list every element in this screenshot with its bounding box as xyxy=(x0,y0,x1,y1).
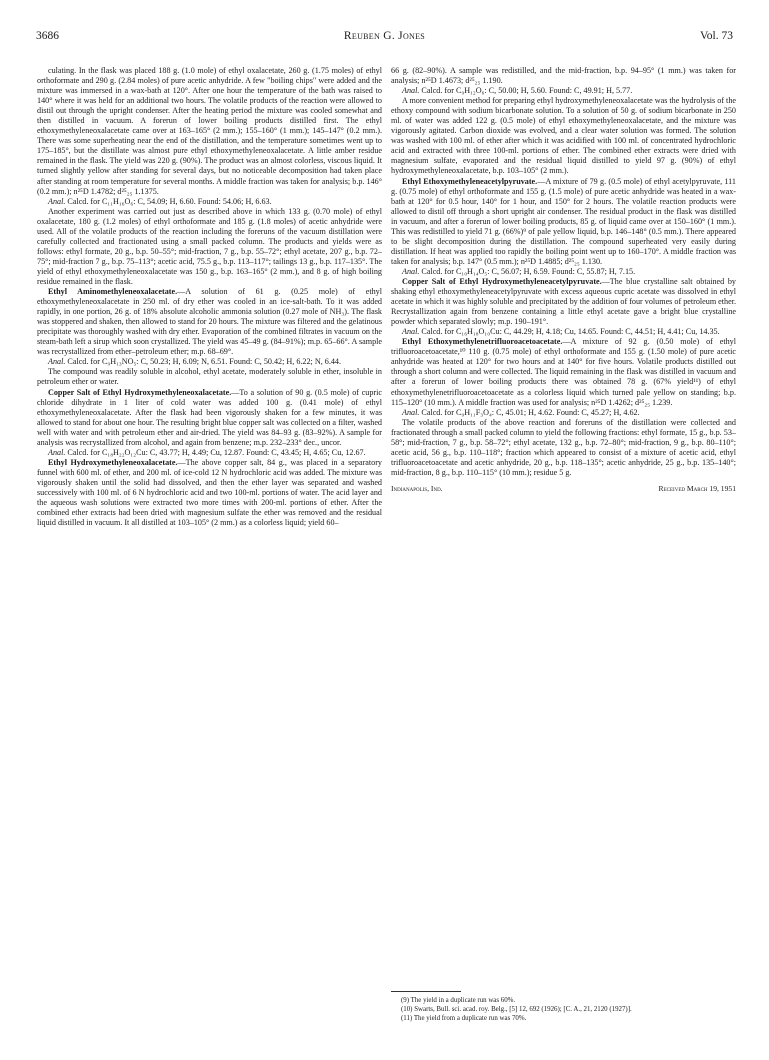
analysis-line: Anal. Calcd. for C₉H₁₁F₃O₄: C, 45.01; H, 4.62. Found: C, 45.27; H, 4.62. xyxy=(402,407,640,417)
left-column xyxy=(37,66,382,1046)
right-column xyxy=(391,66,736,1046)
place: Indianapolis, Ind. xyxy=(391,483,443,493)
section-heading: Ethyl Ethoxymethyleneacetylpyruvate. xyxy=(402,176,538,186)
paragraph: The volatile products of the above reaction and foreruns of the distillation were collected and fractionated through a small packed column to yield the following fractions: ethyl formate, 15 g., b.p. 53–58°; mid-fraction, 7 g., b.p. 58–72°; ethyl acetate, 132 g., b.p. 72–80°; mid-fraction, 9 g., b.p. 80–110°; acetic acid, 56 g., b.p. 110–118°; fraction which appeared to consist of a mixture of acetic acid, ethyl trifluoroacetoacetate and acetic anhydride, 20 g., b.p. 118–135°; acetic anhydride, 25 g., b.p. 135–140°; mid-fraction, 8 g., b.p. 110–115° (10 mm.); residue 5 g. xyxy=(391,417,736,477)
analysis-label: Anal. xyxy=(48,447,66,457)
section-heading: Copper Salt of Ethyl Hydroxymethyleneoxalacetate. xyxy=(48,387,232,397)
paragraph: The compound was readily soluble in alcohol, ethyl acetate, moderately soluble in ether, insoluble in petroleum ether or water. xyxy=(37,367,382,387)
analysis-line: Anal. Calcd. for C₁₈H₂₂O₁₂Cu: C, 43.77; H, 4.49; Cu, 12.87. Found: C, 43.45; H, 4.65; Cu, 12.67. xyxy=(48,447,366,457)
section-paragraph: Copper Salt of Ethyl Hydroxymethyleneoxalacetate.—To a solution of 90 g. (0.5 mole) of cupric chloride dihydrate in 1 liter of cold water was added 100 g. (0.41 mole) of ethyl ethoxymethyleneoxalacetate. After the flask had been vigorously shaken for a few minutes, it was allowed to stand for about one hour. The resulting bright blue copper salt was collected on a filter, washed well with water and with petroleum ether and air-dried. The yield was 84–93 g. (83–92%). A sample for analysis was recrystallized from alcohol, and again from benzene; m.p. 232–233° dec., uncor. xyxy=(37,387,382,447)
section-heading: Ethyl Hydroxymethyleneoxalacetate. xyxy=(48,457,178,467)
footnote: (11) The yield from a duplicate run was 70%. xyxy=(401,1015,527,1022)
section-paragraph: Ethyl Ethoxymethylenetrifluoroacetoacetate.—A mixture of 92 g. (0.50 mole) of ethyl trifluoroacetoacetate,¹⁰ 110 g. (0.75 mole) of ethyl orthoformate and 155 g. (1.50 mole) of pure acetic anhydride was heated at 120° for two hours and at 140° for five hours. Volatile products distilled out through a short column and were collected. The liquid remaining in the flask was distilled in vacuum and after a forerun of lower boiling products there was obtained 78 g. (67% yield¹¹) of ethyl ethoxymethylenetrifluoroacetoacetate as a colorless liquid which turned pale yellow on standing; b.p. 115–120° (10 mm.). A middle fraction was used for analysis; n²⁵D 1.4262; d²⁵₂₅ 1.239. xyxy=(391,337,736,407)
analysis-label: Anal. xyxy=(48,357,66,367)
analysis-line: Anal. Calcd. for C₉H₁₃NO₅: C, 50.23; H, 6.09; N, 6.51. Found: C, 50.42; H, 6.22; N, 6.44. xyxy=(48,357,342,367)
footnote-rule xyxy=(391,991,461,992)
analysis-line: Anal. Calcd. for C₁₆H₁₈O₁₀Cu: C, 44.29; H, 4.18; Cu, 14.65. Found: C, 44.51; H, 4.41; Cu, 14.35. xyxy=(402,327,720,337)
analysis-label: Anal. xyxy=(402,266,420,276)
analysis-line: Anal. Calcd. for C₉H₁₂O₆: C, 50.00; H, 5.60. Found: C, 49.91; H, 5.77. xyxy=(402,86,633,96)
footnotes xyxy=(391,989,736,1023)
analysis-label: Anal. xyxy=(48,196,66,206)
paragraph: culating. In the flask was placed 188 g. (1.0 mole) of ethyl oxalacetate, 260 g. (1.75 moles) of ethyl orthoformate and 290 g. (2.84 moles) of pure acetic anhydride. A few "boiling chips" were added and the mixture was immersed in a wax-bath at 120°. After one hour the temperature of the bath was raised to 140° where it was held for an additional two hours. The volatile products of the reaction were allowed to distil out through the upright condenser. After the heating period the mixture was cooled somewhat and then distilled in vacuum. A forerun of lower boiling products distilled first. The ethyl ethoxymethyleneoxalacetate came over at 163–165° (2 mm.); 155–160° (1 mm.); 145–147° (0.2 mm.). There was some superheating near the end of the distillation, and the temperature sometimes went up to 175–185°, but the distillate was almost pure ethyl ethoxymethyleneoxalacetate. A little amber residue remained in the flask. The yield was 220 g. (90%). The product was an almost colorless, viscous liquid. It turned slightly yellow after standing for several days, but no noticeable decomposition had taken place after standing at room temperature for several months. A middle fraction was taken for analysis; b.p. 146° (0.2 mm.); n²⁵D 1.4782; d²⁵₂₅ 1.1375. xyxy=(37,66,382,196)
footnote: (9) The yield in a duplicate run was 60%. xyxy=(401,997,516,1004)
received-date: Received March 19, 1951 xyxy=(658,483,736,493)
volume-label: Vol. 73 xyxy=(699,30,733,42)
page-header xyxy=(36,30,733,46)
paragraph: Another experiment was carried out just as described above in which 133 g. (0.70 mole) of ethyl oxalacetate, 180 g. (1.2 moles) of ethyl orthoformate and 185 g. (1.8 moles) of acetic anhydride were used. All of the volatile products of the reaction including the foreruns of the vacuum distillation were carefully collected and fractionated using a small packed column. The products and yields were as follows: ethyl formate, 20 g., b.p. 50–55°; mid-fraction, 7 g., b.p. 55–72°; ethyl acetate, 207 g., b.p. 72–75°; mid-fraction 7 g., b.p. 75–113°; acetic acid, 75.5 g., b.p. 113–117°; tailings 13 g., b.p. 117–135°. The yield of ethyl ethoxymethyleneoxalacetate was 150 g., b.p. 163–165° (2 mm.), and 8 g. of high boiling residue remained in the flask. xyxy=(37,206,382,286)
analysis-line: Anal. Calcd. for C₁₁H₁₆O₆: C, 54.09; H, 6.60. Found: 54.06; H, 6.63. xyxy=(48,196,272,206)
analysis-label: Anal. xyxy=(402,327,420,337)
page-number: 3686 xyxy=(36,30,59,42)
section-paragraph: Ethyl Ethoxymethyleneacetylpyruvate.—A mixture of 79 g. (0.5 mole) of ethyl acetylpyruvate, 111 g. (0.75 mole) of ethyl orthoformate and 155 g. (1.5 mole) of pure acetic anhydride was heated in a wax-bath at 120° for 0.5 hour, 140° for 1 hour, and 150° for 2 hours. The volatile reaction products were allowed to distil off through a short upright air condenser. The residual product in the flask was distilled in vacuum, and after a forerun of lower boiling products, 85 g. of liquid came over at 150–160° (1 mm.). This was redistilled to yield 71 g. (66%)⁹ of pale yellow liquid, b.p. 146–148° (0.5 mm.). There appeared to be slight decomposition during the distillation. The compound superheated very easily during distillation. If heat was applied too rapidly the boiling point went up to 160–170°. A middle fraction was taken for analysis; b.p. 147° (0.5 mm.); n²⁵D 1.4885; d²⁵₂₅ 1.130. xyxy=(391,176,736,266)
section-heading: Ethyl Aminomethyleneoxalacetate. xyxy=(48,287,178,297)
section-paragraph: Ethyl Hydroxymethyleneoxalacetate.—The above copper salt, 84 g., was placed in a separatory funnel with 600 ml. of ether, and 200 ml. of ice-cold 12 N hydrochloric acid was added. The mixture was vigorously shaken until the solid had dissolved, and then the ether layer was separated and washed successively with 100 ml. of 6 N hydrochloric acid and two 100-ml. portions of water. The acid layer and the aqueous wash solutions were extracted two more times with 200-ml. portions of ether. After the combined ether extracts had been dried with magnesium sulfate the ether was removed and the residual liquid distilled in vacuum. It all distilled at 103–105° (2 mm.) as a colorless liquid; yield 60– xyxy=(37,457,382,528)
analysis-label: Anal. xyxy=(402,86,420,96)
footnote: (10) Swarts, Bull. sci. acad. roy. Belg., [5] 12, 692 (1926); [C. A., 21, 2120 (1927)]. xyxy=(401,1006,632,1013)
section-paragraph: Ethyl Aminomethyleneoxalacetate.—A solution of 61 g. (0.25 mole) of ethyl ethoxymethyleneoxalacetate in 250 ml. of dry ether was cooled in an ice-salt-bath. To it was added rapidly, in one portion, 26 g. of 18% absolute alcoholic ammonia solution (0.27 mole of NH₃). The flask was stoppered and shaken, then allowed to stand for 20 hours. The mixture was filtered and the gelatinous precipitate was thoroughly washed with dry ether. Evaporation of the combined filtrates in vacuum on the steam-bath left a sirup which soon crystallized. The yield was 45–49 g. (84–91%); m.p. 65–66°. A sample was recrystallized from ether–petroleum ether; m.p. 68–69°. xyxy=(37,287,382,357)
section-paragraph: Copper Salt of Ethyl Hydroxymethyleneacetylpyruvate.—The blue crystalline salt obtained by shaking ethyl ethoxymethyleneacetylpyruvate with excess aqueous cupric acetate was dissolved in ethyl acetate in which it was highly soluble and precipitated by the addition of four volumes of petroleum ether. Recrystallization again from benzene containing a little ethyl acetate gave a bright blue crystalline powder which separated slowly; m.p. 190–191°. xyxy=(391,276,736,327)
section-heading: Copper Salt of Ethyl Hydroxymethyleneacetylpyruvate. xyxy=(402,276,602,286)
analysis-line: Anal. Calcd. for C₁₀H₁₄O₅: C, 56.07; H, 6.59. Found: C, 55.87; H, 7.15. xyxy=(402,266,636,276)
dateline xyxy=(391,484,736,497)
section-heading: Ethyl Ethoxymethylenetrifluoroacetoacetate. xyxy=(402,337,563,347)
analysis-label: Anal. xyxy=(402,407,420,417)
running-title: Reuben G. Jones xyxy=(343,30,426,42)
paragraph: 66 g. (82–90%). A sample was redistilled, and the mid-fraction, b.p. 94–95° (1 mm.) was taken for analysis; n²⁵D 1.4673; d²⁵₂₅ 1.190. xyxy=(391,66,736,86)
paragraph: A more convenient method for preparing ethyl hydroxymethyleneoxalacetate was the hydrolysis of the ethoxy compound with sodium bicarbonate solution. To a solution of 50 g. of sodium bicarbonate in 250 ml. of water was added 122 g. (0.5 mole) of ethyl ethoxymethyleneoxalacetate, and the mixture was vigorously agitated. Carbon dioxide was evolved, and a clear water solution was formed. The solution was washed with 100 ml. of ether after which it was acidified with 100 ml. of concentrated hydrochloric acid and extracted with three 100-ml. portions of ether. The combined ether extracts were dried with magnesium sulfate, evaporated and the residual liquid distilled to yield 97 g. (90%) of ethyl hydroxymethyleneoxalacetate, b.p. 103–105° (2 mm.). xyxy=(391,96,736,176)
